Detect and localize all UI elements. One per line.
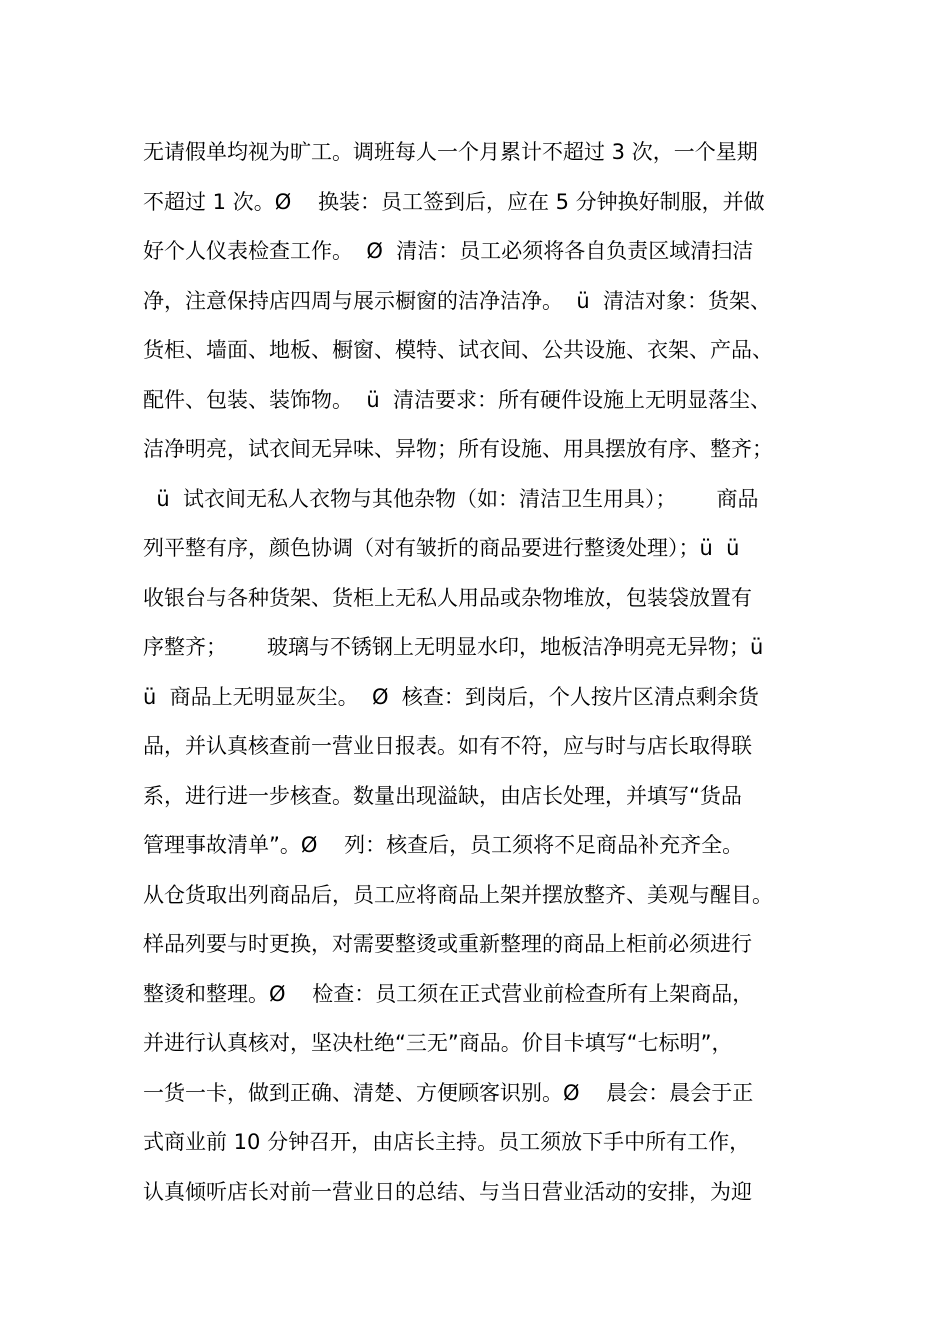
text-line: 式商业前 10 分钟召开，由店长主持。员工须放下手中所有工作， xyxy=(143,1130,751,1154)
text-line: 列平整有序，颜色协调（对有皱折的商品要进行整烫处理）；ü ü xyxy=(143,536,740,560)
text-line: 好个人仪表检查工作。 Ø 清洁：员工必须将各自负责区域清扫洁 xyxy=(143,239,754,263)
text-line: ü 试衣间无私人衣物与其他杂物（如：清洁卫生用具）； 商品 xyxy=(143,486,759,511)
text-line: ü 商品上无明显灰尘。 Ø 核查：到岗后，个人按片区清点剩余货 xyxy=(143,684,759,709)
text-line: 货柜、墙面、地板、橱窗、模特、试衣间、公共设施、衣架、产品、 xyxy=(143,338,773,362)
text-line: 认真倾听店长对前一营业日的总结、与当日营业活动的安排，为迎 xyxy=(143,1179,752,1204)
text-line: 净，注意保持店四周与展示橱窗的洁净洁净。 ü 清洁对象：货架、 xyxy=(143,288,772,313)
body-text xyxy=(143,128,833,1217)
text-line: 整烫和整理。Ø 检查：员工须在正式营业前检查所有上架商品， xyxy=(143,981,754,1006)
text-line: 品，并认真核查前一营业日报表。如有不符，应与时与店长取得联 xyxy=(143,734,752,758)
text-line: 配件、包装、装饰物。 ü 清洁要求：所有硬件设施上无明显落尘、 xyxy=(143,387,772,412)
text-line: 管理事故清单”。Ø 列：核查后，员工须将不足商品补充齐全。 xyxy=(143,833,744,857)
text-line: 无请假单均视为旷工。调班每人一个月累计不超过 3 次，一个星期 xyxy=(143,140,758,164)
text-line: 洁净明亮，试衣间无异味、异物；所有设施、用具摆放有序、整齐； xyxy=(143,437,773,461)
text-line: 收银台与各种货架、货柜上无私人用品或杂物堆放，包装袋放置有 xyxy=(143,585,752,610)
text-line: 系，进行进一步核查。数量出现溢缺，由店长处理，并填写“货品 xyxy=(143,783,742,808)
text-line: 样品列要与时更换，对需要整烫或重新整理的商品上柜前必须进行 xyxy=(143,932,752,956)
text-line: 从仓货取出列商品后，员工应将商品上架并摆放整齐、美观与醒目。 xyxy=(143,882,773,907)
text-line: 并进行认真核对，坚决杜绝“三无”商品。价目卡填写“七标明”， xyxy=(143,1031,733,1055)
text-line: 不超过 1 次。Ø 换装：员工签到后，应在 5 分钟换好制服，并做 xyxy=(143,189,765,214)
text-line: 一货一卡，做到正确、清楚、方便顾客识别。Ø 晨会：晨会于正 xyxy=(143,1080,754,1105)
text-line: 序整齐； 玻璃与不锈钢上无明显水印，地板洁净明亮无异物；ü xyxy=(143,635,764,659)
